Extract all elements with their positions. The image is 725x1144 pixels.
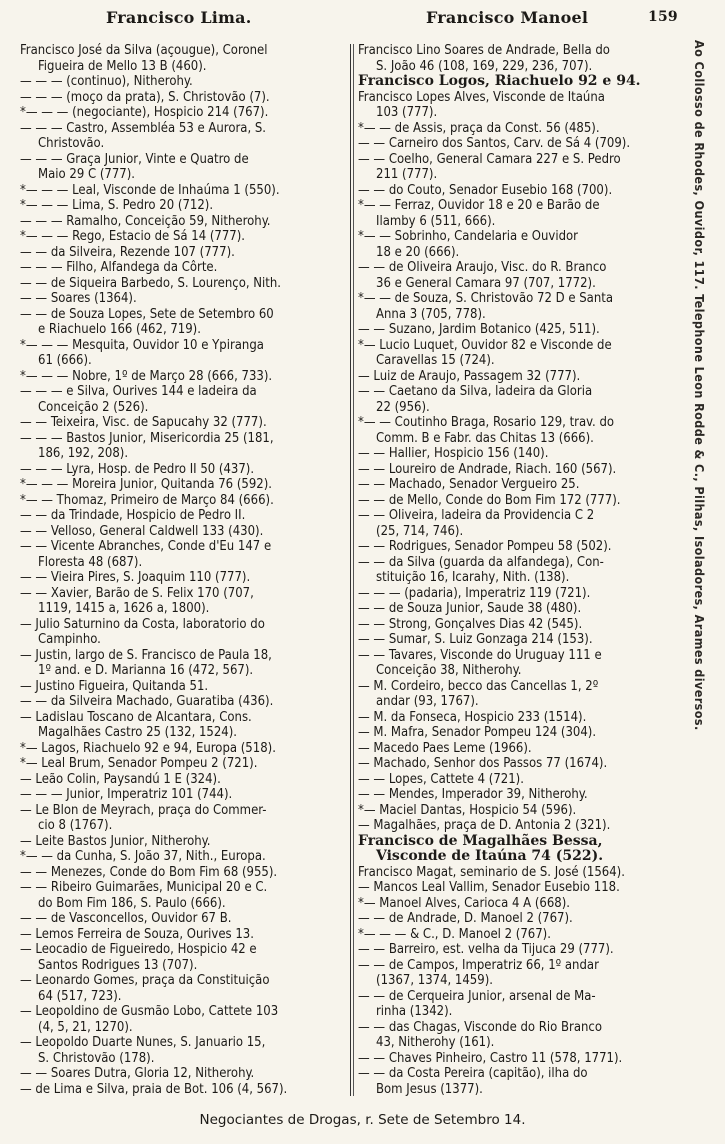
- entry-continuation: (25, 714, 746).: [376, 523, 464, 539]
- directory-entry: [20, 214, 348, 230]
- entry-line: *— — de Assis, praça da Const. 56 (485).: [358, 120, 600, 136]
- directory-entry: [358, 90, 690, 121]
- entry-line: — — da Costa Pereira (capitão), ilha do: [358, 1066, 588, 1081]
- entry-line: — Leocadio de Figueiredo, Hospicio 42 e: [20, 942, 257, 957]
- entry-continuation: Caravellas 15 (724).: [376, 353, 495, 368]
- side-advertisement-text: Ao Collosso de Rhodes, Ouvidor, 117. Telephone Leon Rodde & C., Pilhas, Isoladores, Arames diversos.: [692, 40, 707, 731]
- directory-entry: [20, 679, 348, 695]
- entry-continuation: 103 (777).: [376, 105, 438, 120]
- entry-continuation: e Riachuelo 166 (462, 719).: [38, 322, 201, 337]
- entry-line: *— Leal Brum, Senador Pompeu 2 (721).: [20, 756, 258, 771]
- entry-line: — M. Cordeiro, becco das Cancellas 1, 2º: [358, 678, 599, 694]
- directory-entry: [20, 493, 348, 509]
- directory-entry: [358, 617, 690, 633]
- entry-continuation: Christovão.: [38, 136, 105, 151]
- page-number: 159: [648, 9, 678, 25]
- directory-entry: [20, 369, 348, 385]
- entry-line: — Leopoldino de Gusmão Lobo, Cattete 103: [20, 1004, 279, 1019]
- directory-entry: [358, 942, 690, 958]
- entry-continuation: Visconde de Itaúna 74 (522).: [376, 848, 604, 864]
- directory-entry: [358, 462, 690, 478]
- entry-continuation: Ilamby 6 (511, 666).: [376, 213, 496, 229]
- directory-entry: [358, 958, 690, 989]
- directory-entry: [20, 617, 348, 648]
- entry-line: — — — Lyra, Hosp. de Pedro II 50 (437).: [20, 461, 255, 477]
- footer-advertisement: Negociantes de Drogas, r. Sete de Setembro 14.: [199, 1112, 526, 1128]
- entry-continuation: 43, Nitherohy (161).: [376, 1035, 495, 1050]
- directory-entry: [358, 818, 690, 834]
- entry-line: — de Lima e Silva, praia de Bot. 106 (4, 567).: [20, 1081, 288, 1097]
- entry-line: *— — — Leal, Visconde de Inhaúma 1 (550).: [20, 182, 280, 198]
- directory-entry: [358, 43, 690, 74]
- directory-entry: [358, 772, 690, 788]
- entry-line: *— — — (negociante), Hospicio 214 (767).: [20, 105, 269, 120]
- entry-line: — Mancos Leal Vallim, Senador Eusebio 118.: [358, 880, 620, 895]
- directory-entry: [20, 384, 348, 415]
- entry-line: *— — — Nobre, 1º de Março 28 (666, 733).: [20, 368, 273, 384]
- entry-line: — — — (padaria), Imperatriz 119 (721).: [358, 585, 591, 601]
- entry-line: *— Lucio Luquet, Ouvidor 82 e Visconde de: [358, 337, 612, 353]
- directory-entry: [20, 927, 348, 943]
- entry-line: Francisco Logos, Riachuelo 92 e 94.: [358, 73, 641, 89]
- directory-entry: [358, 1066, 690, 1097]
- entry-line: *— — da Cunha, S. João 37, Nith., Europa.: [20, 849, 266, 864]
- entry-line: — — de Andrade, D. Manoel 2 (767).: [358, 911, 573, 926]
- entry-continuation: Bom Jesus (1377).: [376, 1081, 483, 1097]
- directory-entry: [358, 834, 690, 865]
- entry-continuation: 36 e General Camara 97 (707, 1772).: [376, 275, 596, 291]
- entry-continuation: Figueira de Mello 13 B (460).: [38, 58, 207, 74]
- directory-entry: [20, 198, 348, 214]
- entry-line: — — Soares Dutra, Gloria 12, Nitherohy.: [20, 1066, 255, 1081]
- entry-line: — Leite Bastos Junior, Nitherohy.: [20, 833, 211, 849]
- directory-entry: [20, 1082, 348, 1098]
- directory-entry: [20, 787, 348, 803]
- entry-line: — — do Couto, Senador Eusebio 168 (700).: [358, 182, 613, 198]
- entry-continuation: S. Christovão (178).: [38, 1050, 155, 1066]
- entry-line: *— Lagos, Riachuelo 92 e 94, Europa (518).: [20, 740, 276, 756]
- entry-line: *— — — & C., D. Manoel 2 (767).: [358, 926, 551, 942]
- entry-line: — Julio Saturnino da Costa, laboratorio do: [20, 616, 265, 632]
- directory-entry: [358, 1020, 690, 1051]
- entry-line: — Leopoldo Duarte Nunes, S. Januario 15,: [20, 1035, 266, 1050]
- entry-line: — — Strong, Gonçalves Dias 42 (545).: [358, 616, 583, 632]
- directory-entry: [358, 989, 690, 1020]
- entry-line: *— — — Rego, Estacio de Sá 14 (777).: [20, 229, 246, 244]
- directory-entry: [20, 710, 348, 741]
- directory-entry: [358, 710, 690, 726]
- entry-line: Francisco José da Silva (açougue), Coronel: [20, 43, 268, 58]
- entry-line: — — Tavares, Visconde do Uruguay 111 e: [358, 647, 602, 663]
- entry-continuation: Comm. B e Fabr. das Chitas 13 (666).: [376, 430, 594, 446]
- directory-entry: [358, 338, 690, 369]
- directory-entry: [20, 245, 348, 261]
- directory-entry: [20, 152, 348, 183]
- entry-continuation: Floresta 48 (687).: [38, 554, 143, 570]
- directory-entry: [358, 198, 690, 229]
- directory-entry: [20, 772, 348, 788]
- entry-continuation: cio 8 (1767).: [38, 818, 113, 833]
- entry-line: — — Lopes, Cattete 4 (721).: [358, 771, 524, 787]
- directory-entry: [358, 384, 690, 415]
- entry-line: — — Sumar, S. Luiz Gonzaga 214 (153).: [358, 632, 593, 647]
- directory-entry: [358, 152, 690, 183]
- entry-line: *— — Thomaz, Primeiro de Março 84 (666).: [20, 492, 274, 508]
- directory-entry: [20, 477, 348, 493]
- directory-entry: [20, 539, 348, 570]
- entry-line: — Macedo Paes Leme (1966).: [358, 740, 532, 756]
- directory-entry: [20, 1066, 348, 1082]
- directory-entry: [358, 896, 690, 912]
- directory-entry: [358, 446, 690, 462]
- entry-continuation: Santos Rodrigues 13 (707).: [38, 957, 198, 973]
- directory-entry: [358, 1051, 690, 1067]
- entry-line: — — da Trindade, Hospicio de Pedro II.: [20, 508, 246, 523]
- running-head-left: Francisco Lima.: [106, 8, 252, 27]
- entry-line: *— — — Moreira Junior, Quitanda 76 (592).: [20, 477, 272, 492]
- entry-line: — — Caetano da Silva, ladeira da Gloria: [358, 384, 593, 399]
- directory-entry: [20, 338, 348, 369]
- entry-line: — M. da Fonseca, Hospicio 233 (1514).: [358, 709, 587, 725]
- entry-line: *— — — Lima, S. Pedro 20 (712).: [20, 198, 214, 213]
- entry-continuation: stituição 16, Icarahy, Nith. (138).: [376, 570, 570, 585]
- entry-line: — — da Silveira, Rezende 107 (777).: [20, 244, 235, 260]
- entry-line: — Luiz de Araujo, Passagem 32 (777).: [358, 368, 581, 384]
- entry-line: — — de Vasconcellos, Ouvidor 67 B.: [20, 911, 232, 926]
- directory-entry: [358, 508, 690, 539]
- directory-entry: [20, 431, 348, 462]
- entry-line: — — Ribeiro Guimarães, Municipal 20 e C.: [20, 880, 268, 895]
- entry-line: — Magalhães, praça de D. Antonia 2 (321).: [358, 818, 611, 833]
- directory-entry: [20, 570, 348, 586]
- entry-continuation: andar (93, 1767).: [376, 694, 479, 709]
- directory-entry: [20, 291, 348, 307]
- entry-continuation: S. João 46 (108, 169, 229, 236, 707).: [376, 58, 593, 74]
- entry-line: — — Xavier, Barão de S. Felix 170 (707,: [20, 585, 254, 601]
- directory-entry: [358, 477, 690, 493]
- directory-entry: [358, 415, 690, 446]
- entry-continuation: do Bom Fim 186, S. Paulo (666).: [38, 895, 226, 911]
- entry-line: — — — Ramalho, Conceição 59, Nitherohy.: [20, 213, 271, 229]
- entry-line: — — das Chagas, Visconde do Rio Branco: [358, 1019, 603, 1035]
- column-rule: [350, 44, 351, 1096]
- entry-line: — — — Filho, Alfandega da Côrte.: [20, 260, 218, 275]
- entry-line: — — da Silveira Machado, Guaratiba (436).: [20, 694, 274, 709]
- entry-line: *— — — Mesquita, Ouvidor 10 e Ypiranga: [20, 337, 264, 353]
- entry-line: — — Menezes, Conde do Bom Fim 68 (955).: [20, 864, 278, 880]
- entry-line: — — Vieira Pires, S. Joaquim 110 (777).: [20, 570, 251, 585]
- directory-entry: [20, 1004, 348, 1035]
- directory-entry: [358, 865, 690, 881]
- directory-entry: [358, 601, 690, 617]
- entry-line: — — Hallier, Hospicio 156 (140).: [358, 446, 549, 461]
- directory-entry: [358, 911, 690, 927]
- directory-entry: [20, 43, 348, 74]
- entry-line: Francisco de Magalhães Bessa,: [358, 832, 603, 849]
- directory-entry: [358, 880, 690, 896]
- directory-entry: [20, 229, 348, 245]
- directory-entry: [20, 880, 348, 911]
- entry-line: — — da Silva (guarda da alfandega), Con-: [358, 554, 604, 570]
- directory-entry: [358, 229, 690, 260]
- entry-line: Francisco Lino Soares de Andrade, Bella do: [358, 43, 610, 58]
- directory-entry: [20, 276, 348, 292]
- entry-continuation: 61 (666).: [38, 353, 92, 368]
- directory-entry: [358, 756, 690, 772]
- directory-entry: [20, 834, 348, 850]
- entry-line: — — — Junior, Imperatriz 101 (744).: [20, 787, 233, 802]
- directory-entry: [20, 694, 348, 710]
- entry-line: — — de Cerqueira Junior, arsenal de Ma-: [358, 988, 596, 1004]
- right-column: [358, 43, 690, 1097]
- directory-entry: [358, 787, 690, 803]
- directory-entry: [358, 121, 690, 137]
- directory-entry: [358, 927, 690, 943]
- directory-entry: [358, 586, 690, 602]
- directory-entry: [358, 725, 690, 741]
- entry-line: *— Manoel Alves, Carioca 4 A (668).: [358, 895, 571, 911]
- entry-continuation: 64 (517, 723).: [38, 988, 122, 1004]
- directory-entry: [358, 679, 690, 710]
- directory-entry: [358, 648, 690, 679]
- entry-continuation: Conceição 38, Nitherohy.: [376, 663, 522, 678]
- entry-line: *— — Coutinho Braga, Rosario 129, trav. do: [358, 415, 615, 430]
- directory-entry: [20, 307, 348, 338]
- directory-entry: [20, 508, 348, 524]
- directory-entry: [358, 803, 690, 819]
- directory-entry: [20, 942, 348, 973]
- entry-continuation: Conceição 2 (526).: [38, 399, 149, 415]
- entry-continuation: 1119, 1415 a, 1626 a, 1800).: [38, 601, 210, 616]
- directory-entry: [20, 90, 348, 106]
- directory-entry: [20, 911, 348, 927]
- directory-entry: [358, 369, 690, 385]
- directory-entry: [20, 105, 348, 121]
- entry-line: — — Coelho, General Camara 227 e S. Pedro: [358, 151, 621, 167]
- entry-line: *— Maciel Dantas, Hospicio 54 (596).: [358, 802, 577, 818]
- entry-line: — — Barreiro, est. velha da Tijuca 29 (777).: [358, 942, 614, 957]
- entry-line: — Leonardo Gomes, praça da Constituição: [20, 973, 270, 988]
- entry-line: Francisco Lopes Alves, Visconde de Itaúna: [358, 89, 605, 105]
- entry-continuation: (1367, 1374, 1459).: [376, 973, 493, 988]
- entry-line: — — Rodrigues, Senador Pompeu 58 (502).: [358, 539, 612, 554]
- directory-entry: [358, 741, 690, 757]
- entry-line: — — — (continuo), Nitherohy.: [20, 74, 193, 89]
- entry-line: — — Soares (1364).: [20, 291, 137, 306]
- entry-line: — — de Oliveira Araujo, Visc. do R. Branco: [358, 260, 607, 275]
- directory-entry: [358, 632, 690, 648]
- directory-entry: [358, 260, 690, 291]
- entry-continuation: Anna 3 (705, 778).: [376, 306, 486, 322]
- entry-line: — — Velloso, General Caldwell 133 (430).: [20, 523, 264, 539]
- directory-entry: [20, 756, 348, 772]
- entry-continuation: Campinho.: [38, 632, 101, 647]
- directory-entry: [358, 183, 690, 199]
- directory-entry: [20, 849, 348, 865]
- directory-entry: [358, 322, 690, 338]
- directory-entry: [20, 648, 348, 679]
- entry-line: — — de Campos, Imperatriz 66, 1º andar: [358, 957, 599, 973]
- entry-line: — — de Souza Junior, Saude 38 (480).: [358, 601, 582, 616]
- left-column: [20, 43, 348, 1097]
- entry-continuation: (4, 5, 21, 1270).: [38, 1019, 133, 1035]
- entry-line: — Justin, largo de S. Francisco de Paula 18,: [20, 647, 272, 663]
- entry-continuation: 211 (777).: [376, 167, 438, 182]
- entry-line: — — de Souza Lopes, Sete de Setembro 60: [20, 306, 274, 322]
- entry-line: — — — e Silva, Ourives 144 e ladeira da: [20, 384, 257, 399]
- directory-entry: [358, 136, 690, 152]
- entry-line: — — Machado, Senador Vergueiro 25.: [358, 477, 580, 492]
- directory-entry: [20, 586, 348, 617]
- entry-line: Francisco Magat, seminario de S. José (1564).: [358, 864, 625, 880]
- directory-entry: [20, 865, 348, 881]
- entry-line: — — — Graça Junior, Vinte e Quatro de: [20, 151, 249, 167]
- entry-continuation: rinha (1342).: [376, 1004, 453, 1019]
- entry-line: — — de Mello, Conde do Bom Fim 172 (777).: [358, 492, 621, 508]
- entry-line: — — de Siqueira Barbedo, S. Lourenço, Nith.: [20, 275, 281, 291]
- directory-entry: [20, 74, 348, 90]
- directory-entry: [358, 74, 690, 90]
- entry-line: — — — Bastos Junior, Misericordia 25 (181,: [20, 430, 274, 446]
- directory-entry: [20, 803, 348, 834]
- directory-entry: [20, 1035, 348, 1066]
- directory-entry: [20, 741, 348, 757]
- entry-continuation: 1º and. e D. Marianna 16 (472, 567).: [38, 663, 254, 678]
- entry-continuation: Magalhães Castro 25 (132, 1524).: [38, 725, 238, 740]
- directory-entry: [20, 415, 348, 431]
- entry-line: — — Loureiro de Andrade, Riach. 160 (567).: [358, 461, 617, 477]
- side-advertisement: [686, 40, 712, 1100]
- directory-entry: [20, 524, 348, 540]
- entry-continuation: 18 e 20 (666).: [376, 244, 460, 260]
- entry-line: — — Chaves Pinheiro, Castro 11 (578, 1771).: [358, 1050, 623, 1066]
- directory-entry: [20, 183, 348, 199]
- entry-continuation: Maio 29 C (777).: [38, 167, 136, 182]
- entry-line: — Machado, Senhor dos Passos 77 (1674).: [358, 756, 608, 771]
- entry-continuation: 22 (956).: [376, 399, 430, 415]
- running-head-right: Francisco Manoel: [426, 8, 589, 27]
- entry-line: — — Oliveira, ladeira da Providencia C 2: [358, 508, 595, 523]
- entry-line: — — — (moço da prata), S. Christovão (7).: [20, 89, 270, 105]
- entry-line: — — Vicente Abranches, Conde d'Eu 147 e: [20, 539, 272, 554]
- directory-entry: [20, 260, 348, 276]
- entry-line: — — — Castro, Assembléa 53 e Aurora, S.: [20, 120, 267, 136]
- directory-entry: [358, 539, 690, 555]
- directory-entry: [358, 555, 690, 586]
- entry-line: *— — Sobrinho, Candelaria e Ouvidor: [358, 229, 578, 244]
- entry-line: — M. Mafra, Senador Pompeu 124 (304).: [358, 725, 597, 740]
- directory-entry: [358, 291, 690, 322]
- entry-line: — Justino Figueira, Quitanda 51.: [20, 678, 209, 694]
- entry-line: — — Suzano, Jardim Botanico (425, 511).: [358, 322, 600, 337]
- directory-entry: [358, 493, 690, 509]
- entry-line: — — Teixeira, Visc. de Sapucahy 32 (777).: [20, 415, 267, 430]
- directory-entry: [20, 462, 348, 478]
- entry-continuation: 186, 192, 208).: [38, 446, 129, 461]
- entry-line: — Lemos Ferreira de Souza, Ourives 13.: [20, 926, 254, 942]
- entry-line: *— — de Souza, S. Christovão 72 D e Santa: [358, 291, 613, 306]
- entry-line: *— — Ferraz, Ouvidor 18 e 20 e Barão de: [358, 198, 600, 213]
- entry-line: — Leão Colin, Paysandú 1 E (324).: [20, 771, 221, 787]
- entry-line: — — Carneiro dos Santos, Carv. de Sá 4 (709).: [358, 136, 631, 151]
- directory-entry: [20, 121, 348, 152]
- entry-line: — — Mendes, Imperador 39, Nitherohy.: [358, 787, 588, 802]
- entry-line: — Le Blon de Meyrach, praça do Commer-: [20, 802, 267, 818]
- directory-entry: [20, 973, 348, 1004]
- entry-line: — Ladislau Toscano de Alcantara, Cons.: [20, 709, 252, 725]
- column-rule: [353, 44, 354, 1096]
